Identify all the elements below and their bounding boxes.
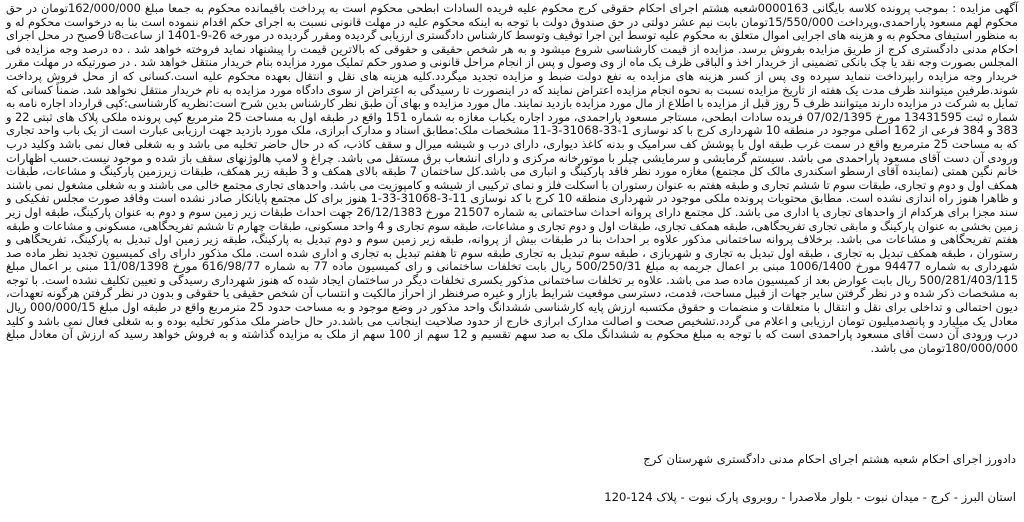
signature-line: دادورز اجرای احکام شعبه هشتم اجرای احکام مدنی دادگستری شهرستان کرج [643, 452, 1016, 466]
auction-notice [6, 2, 1018, 355]
notice-body-text: آگهی مزایده : بموجب پرونده کلاسه بایگانی 0000163شعبه هشتم اجرای احکام حقوقی کرج محکوم علیه فریده السادات ابطحی محکوم است به پرداخت باقیمانده محکوم به جمعا مبلغ 162/000/000تومان در حق محکوم لهم مسعود پاراحمدی،وپرداخت 15/550/000تومان بابت نیم عشر دولتی در حق صندوق دولت با توجه به اینکه محکوم علیه در مهلت قانونی نسبت به اجرای حکم اقدام ننموده است بنا به درخواست محکوم له و به منظور استیفای محکوم به و هزینه های اجرایی اموال متعلق به محکوم علیه توسط این اجرا توقیف وتوسط کارشناس دادگستری ارزیابی گردیده ومقرر گردیده در مورخه 26-9-1401 از ساعت8تا 9صبح در محل اجرای احکام مدنی دادگستری کرج از طریق مزایده بفروش برسد. مزایده از قیمت کارشناسی شروع میشود و به هر شخص حقیقی و حقوقی که بالاترین قیمت را پیشنهاد نماید فروخته خواهد شد . ده درصد وجه مزایده فی المجلس بصورت وجه نقد یا چک بانکی تضمینی از خریدار اخذ و الباقی ظرف یک ماه از وی وصول و پس از انجام مراحل قانونی و صدور حکم تملیک مورد مزایده بنام خریدار منتقل خواهد شد . در صورتیکه در مهلت مقرر خریدار وجه مزایده رابپرداخت ننماید سپرده وی پس از کسر هزینه های مزایده به نفع دولت ضبط و مزایده تجدید میگردد.کلیه هزینه های نقل و انتقال بعهده محکوم علیه است.کسانی که از محل فروش پرداخت شوند.طرفین میتوانند ظرف مدت یک هفته از تاریخ مزایده نسبت به نحوه انجام مزایده اعتراض نمایند که در اینصورت تا رسیدگی به اعتراض از سوی دادگاه مورد مزایده به نام خریدار منتقل نخواهد شد. ضمناً کسانی که تمایل به شرکت در مزایده دارند میتوانند ظرف 5 روز قبل از مزایده با اطلاع از مال مورد مزایده بازدید نمایند. مال مورد مزایده و بهای آن طبق نظر کارشناس بدین شرح است:نظریه کارشناسی:کپی قرارداد اجاره نامه به شماره ثبت 13431595 مورخ 07/02/1395 فریده سادات ابطحی، مستاجر مسعود پاراحمدی، مورد اجاره یکباب مغازه به شماره 151 واقع در طبقه اول به مساحت 25 مترمربع کپی پرونده ملکی پلاک های ثبتی 22 و 383 و 384 فرعی از 162 اصلی موجود در منطقه 10 شهرداری کرج با کد نوسازی 1-33-31068-3-11 مشخصات ملک:مطابق اسناد و مدارک ابرازی، ملک مورد بازدید جهت ارزیابی عبارت است از یک باب واحد تجاری که به مساحت 25 مترمربع واقع در سمت غرب طبقه اول با پوشش کف سرامیک و بدنه کاغذ دیواری، دارای درب و شیشه میرال و سقف کاذب، که در حال حاضر تخلیه می باشد و به شغلی فعال نمی باشد وکلید درب ورودی آن دست آقای مسعود پاراحمدی می باشد. سیستم گرمایشی و سرمایشی چیلر با موتورخانه مرکزی و دارای انشعاب برق مستقل می باشد. چراغ و لامپ هالوژنهای سقف باز شده و موجود نیست.حسب اظهارات خانم نگین همتی (نماینده آقای ارسطو اسکندری مالک کل مجتمع) مغازه مورد نظر فاقد پارکینگ و انباری می باشد.کل ساختمان 7 طبقه بالای همکف و 3 طبقه زیر همکف، طبقات زیرزمین پارکینگ و مشاعات، طبقات همکف اول و دوم و تجاری، طبقات سوم تا ششم تجاری و طبقه هفتم به عنوان رستوران با اسکلت فلز و نمای ترکیبی از شیشه و کامپوزیت می باشد. واحدهای تجاری مجتمع خالی می باشند و به شغلی مشغول نمی باشند و ظاهرا هنوز راه اندازی نشده است. مطابق محتویات پرونده ملکی موجود در شهرداری منطقه 10 کرج با کد نوسازی 11-3-31068-33-1 هنوز برای کل مجتمع پایانکار صادر نشده است وفاقد صورت مجلس تفکیکی و سند مجزا برای هرکدام از واحدهای تجاری یا اداری می باشد. کل مجتمع دارای پروانه احداث ساختمانی به شماره 21507 مورخ 26/12/1383 جهت احداث طبقات زیر زمین سوم و دوم به عنوان پارکینگ، طبقه اول زیر زمین بخشی به عنوان پارکینگ و مابقی تجاری تفریحگاهی، طبقه همکف تجاری، طبقات اول و دوم تجاری و مشاعات، طبقه سوم تجاری و 4 واحد مسکونی، طبقات چهارم تا ششم تفریحگاهی، مسکونی و مشاعات و طبقه هفتم تفریحگاهی و مشاعات می باشد. برخلاف پروانه ساختمانی مذکور علاوه بر احداث بنا در طبقات بیش از پروانه، طبقه زیر زمین سوم و دوم تبدیل به پارکینگ، طبقه زیر زمین اول تبدیل به پارکینگ، تفریحگاهی و رستوران ، طبقه همکف تبدیل به تجاری ، طبقه اول تبدیل به تجاری و شهربازی ، طبقه سوم تبدیل به تجاری طبقه سوم تا هفتم تبدیل به تجاری و اداری شده است. ملک مذکور دارای رای کمیسیون تجدید نظر ماده صد شهرداری به شماره 94477 مورخ 1006/1400 مبنی بر اعمال جریمه به مبلغ 500/250/31 ریال بابت تخلفات ساختمانی و رای کمیسیون ماده 77 به شماره 616/98/77 مورخ 11/08/1398 مبنی بر اعمال مبلغ 500/281/403/115 ریال بابت عوارض بعد از کمیسیون ماده صد می باشد. علاوه بر تخلفات ساختمانی مذکور یکسری تخلفات دیگر در ساختمان ایجاد شده که هنوز شهرداری رسیدگی و تعیین تکلیف نشده است. با توجه به مشخصات ذکر شده و در نظر گرفتن سایر جهات از قبیل مساحت، قدمت، دسترسی موقعیت شرایط بازار و غیره صرفنظر از احراز مالکیت و انتساب آن شخص حقیقی یا حقوقی و بدون در نظر گرفتن هرگونه تعهدات، دیون احتمالی و تداخلی برای نقل و انتقال با متعلقات و منضمات و حقوق مکتسبه ارزش پایه کارشناسی ششدانگ واحد مذکور در وضع موجود و به مساحت حدود 25 مترمربع واقع در طبقه اول مبلغ 000/000/15 ریال معادل یک میلیارد و پانصدمیلیون تومان ارزیابی و اعلام می گردد.تشخیص صحت و اصالت مدارک ابرازی خارج از حدود صلاحیت اینجانب می باشد.در حال حاضر ملک مذکور تخلیه بوده و به شغلی فعال نمی باشد و کلید درب ورودی آن دست آقای مسعود پاراحمدی است که با توجه به مبلغ محکوم به ششدانگ ملک به صد سهم تقسیم و 12 سهم از 100 سهم از ملک به مزایده گذاشته و به فروش خواهد رسید که ارزش آن معادل مبلغ 180/000/000تومان می باشد. [6, 1, 1019, 355]
address-line: استان البرز - کرج - میدان نبوت - بلوار ملاصدرا - روبروی پارک نبوت - پلاک 124-120 [604, 490, 1016, 504]
